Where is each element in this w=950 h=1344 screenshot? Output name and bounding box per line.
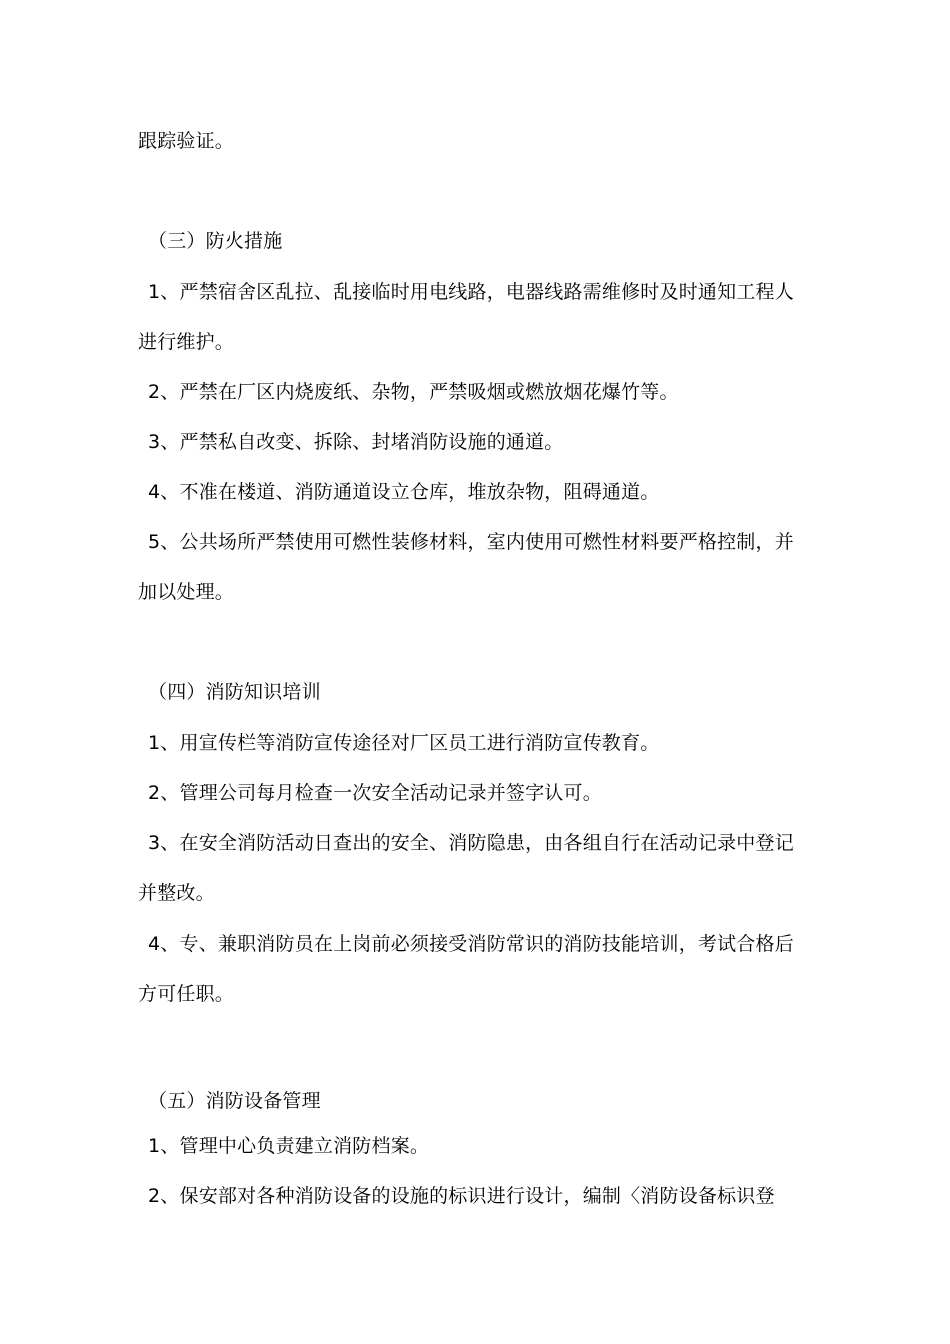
list-item-3-1-cont: 进行维护。 xyxy=(138,331,235,353)
list-item-3-4: 4、不准在楼道、消防通道设立仓库，堆放杂物，阻碍通道。 xyxy=(148,481,660,503)
section-heading-5: （五）消防设备管理 xyxy=(148,1090,321,1112)
section-heading-4: （四）消防知识培训 xyxy=(148,681,321,703)
list-item-4-1: 1、用宣传栏等消防宣传途径对厂区员工进行消防宣传教育。 xyxy=(148,732,660,754)
list-item-4-2: 2、管理公司每月检查一次安全活动记录并签字认可。 xyxy=(148,782,602,804)
list-item-4-4: 4、专、兼职消防员在上岗前必须接受消防常识的消防技能培训，考试合格后 xyxy=(148,933,794,955)
list-item-4-4-cont: 方可任职。 xyxy=(138,983,235,1005)
list-item-5-2: 2、保安部对各种消防设备的设施的标识进行设计，编制〈消防设备标识登 xyxy=(148,1185,775,1207)
section-heading-3: （三）防火措施 xyxy=(148,230,283,252)
list-item-4-3-cont: 并整改。 xyxy=(138,882,215,904)
list-item-4-3: 3、在安全消防活动日查出的安全、消防隐患，由各组自行在活动记录中登记 xyxy=(148,832,794,854)
paragraph-line: 跟踪验证。 xyxy=(138,130,235,152)
list-item-3-3: 3、严禁私自改变、拆除、封堵消防设施的通道。 xyxy=(148,431,564,453)
list-item-5-1: 1、管理中心负责建立消防档案。 xyxy=(148,1135,430,1157)
list-item-3-5-cont: 加以处理。 xyxy=(138,581,235,603)
list-item-3-5: 5、公共场所严禁使用可燃性装修材料，室内使用可燃性材料要严格控制，并 xyxy=(148,531,794,553)
list-item-3-1: 1、严禁宿舍区乱拉、乱接临时用电线路，电器线路需维修时及时通知工程人 xyxy=(148,281,794,303)
list-item-3-2: 2、严禁在厂区内烧废纸、杂物，严禁吸烟或燃放烟花爆竹等。 xyxy=(148,381,679,403)
